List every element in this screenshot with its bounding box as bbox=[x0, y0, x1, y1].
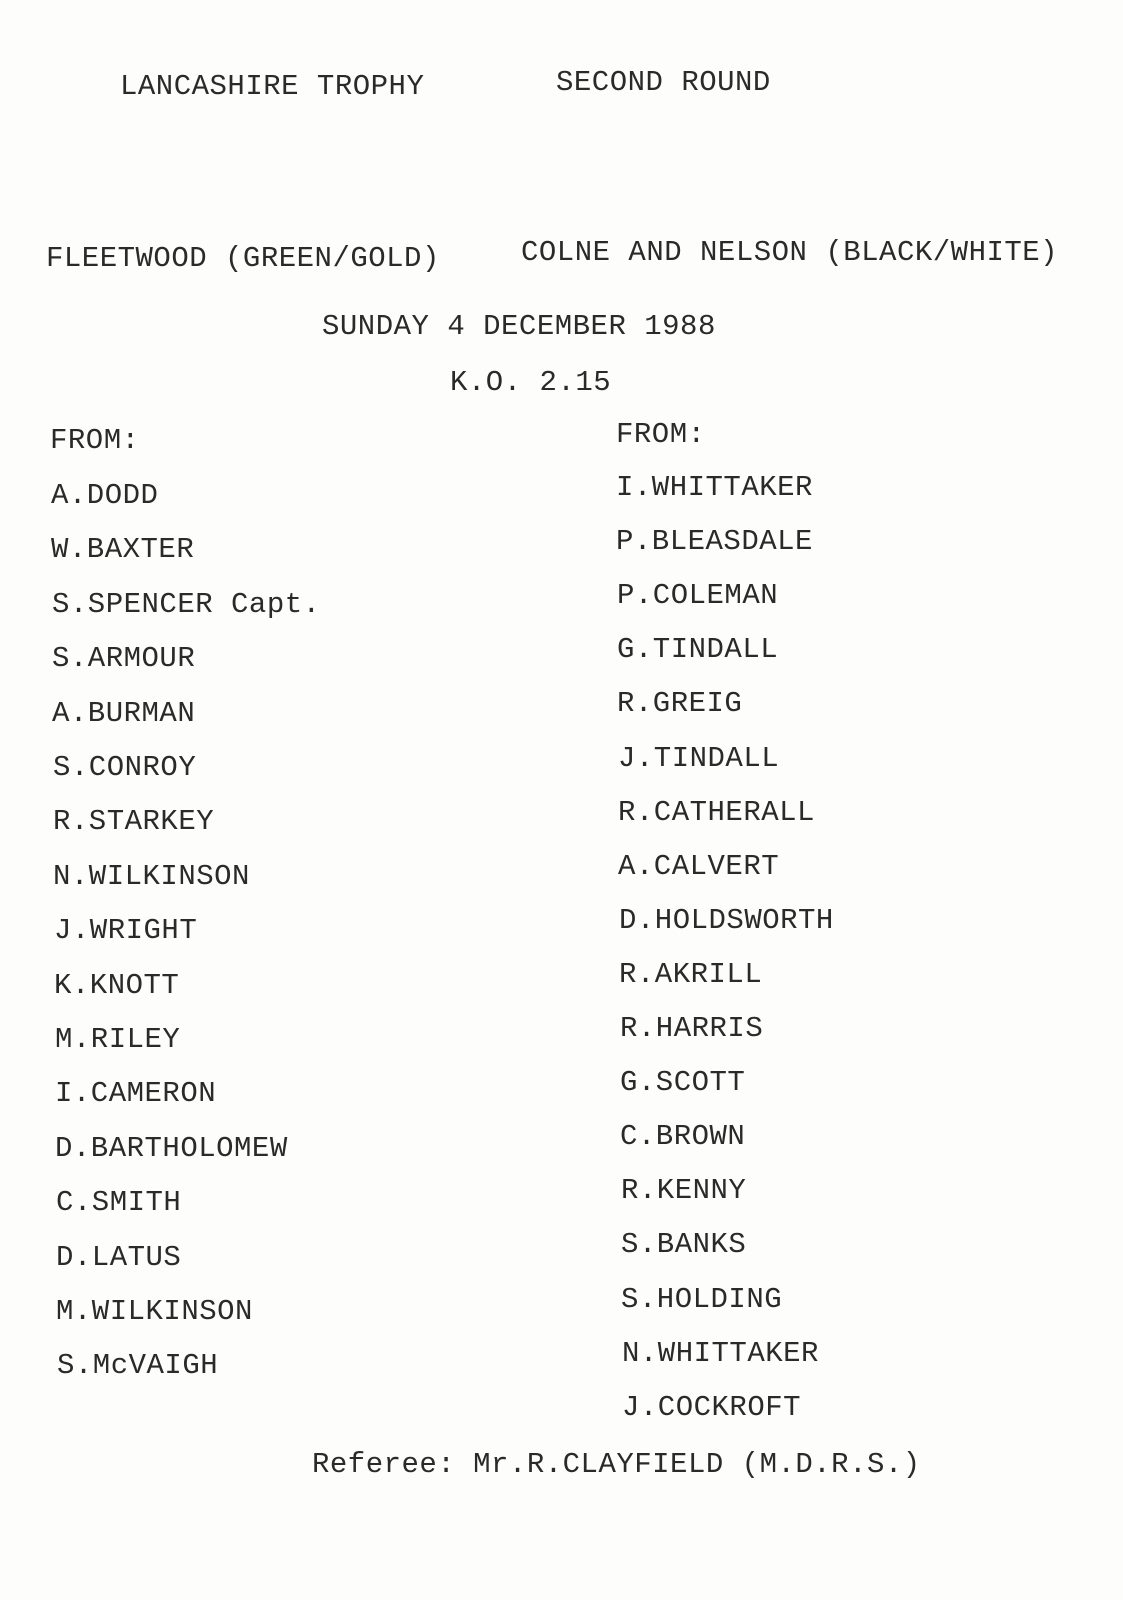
home-player: S.McVAIGH bbox=[57, 1349, 219, 1383]
away-player: S.BANKS bbox=[621, 1228, 747, 1262]
referee-line: Referee: Mr.R.CLAYFIELD (M.D.R.S.) bbox=[312, 1448, 921, 1481]
away-player: R.KENNY bbox=[621, 1174, 747, 1208]
away-squad-heading: FROM: bbox=[616, 418, 706, 451]
match-date: SUNDAY 4 DECEMBER 1988 bbox=[322, 310, 716, 343]
home-team: FLEETWOOD (GREEN/GOLD) bbox=[46, 242, 440, 275]
home-player: R.STARKEY bbox=[53, 805, 215, 839]
home-player: C.SMITH bbox=[56, 1186, 182, 1220]
home-player: W.BAXTER bbox=[51, 533, 195, 567]
away-player: R.GREIG bbox=[617, 687, 743, 721]
away-team: COLNE AND NELSON (BLACK/WHITE) bbox=[521, 236, 1059, 269]
home-player: A.DODD bbox=[51, 479, 159, 512]
home-player: D.BARTHOLOMEW bbox=[55, 1131, 288, 1165]
away-player: P.BLEASDALE bbox=[616, 525, 813, 559]
home-player: I.CAMERON bbox=[55, 1077, 217, 1111]
away-player: R.HARRIS bbox=[620, 1012, 764, 1045]
away-player: C.BROWN bbox=[620, 1120, 746, 1154]
away-player: G.SCOTT bbox=[620, 1066, 746, 1100]
home-player: N.WILKINSON bbox=[53, 859, 250, 893]
away-player: N.WHITTAKER bbox=[622, 1336, 819, 1370]
away-player: P.COLEMAN bbox=[617, 579, 779, 613]
home-player: D.LATUS bbox=[56, 1240, 182, 1274]
home-player: A.BURMAN bbox=[52, 696, 196, 730]
away-player: R.CATHERALL bbox=[618, 795, 815, 829]
away-player: G.TINDALL bbox=[617, 633, 779, 667]
home-player: J.WRIGHT bbox=[54, 914, 198, 948]
away-player: D.HOLDSWORTH bbox=[619, 903, 834, 937]
away-player: J.COCKROFT bbox=[622, 1390, 802, 1424]
home-player: S.ARMOUR bbox=[52, 642, 196, 676]
round-title: SECOND ROUND bbox=[556, 66, 771, 99]
home-player: K.KNOTT bbox=[54, 968, 180, 1002]
home-player: S.CONROY bbox=[53, 751, 197, 784]
competition-title: LANCASHIRE TROPHY bbox=[120, 70, 425, 103]
home-player: M.RILEY bbox=[55, 1023, 181, 1056]
away-player: I.WHITTAKER bbox=[616, 471, 813, 504]
away-player: A.CALVERT bbox=[618, 849, 780, 883]
home-player: S.SPENCER Capt. bbox=[52, 587, 321, 621]
kickoff-time: K.O. 2.15 bbox=[450, 366, 612, 399]
away-player: S.HOLDING bbox=[621, 1282, 783, 1316]
away-player: J.TINDALL bbox=[618, 741, 780, 775]
home-player: M.WILKINSON bbox=[56, 1295, 253, 1328]
away-player: R.AKRILL bbox=[619, 957, 763, 991]
home-squad-heading: FROM: bbox=[50, 424, 140, 457]
